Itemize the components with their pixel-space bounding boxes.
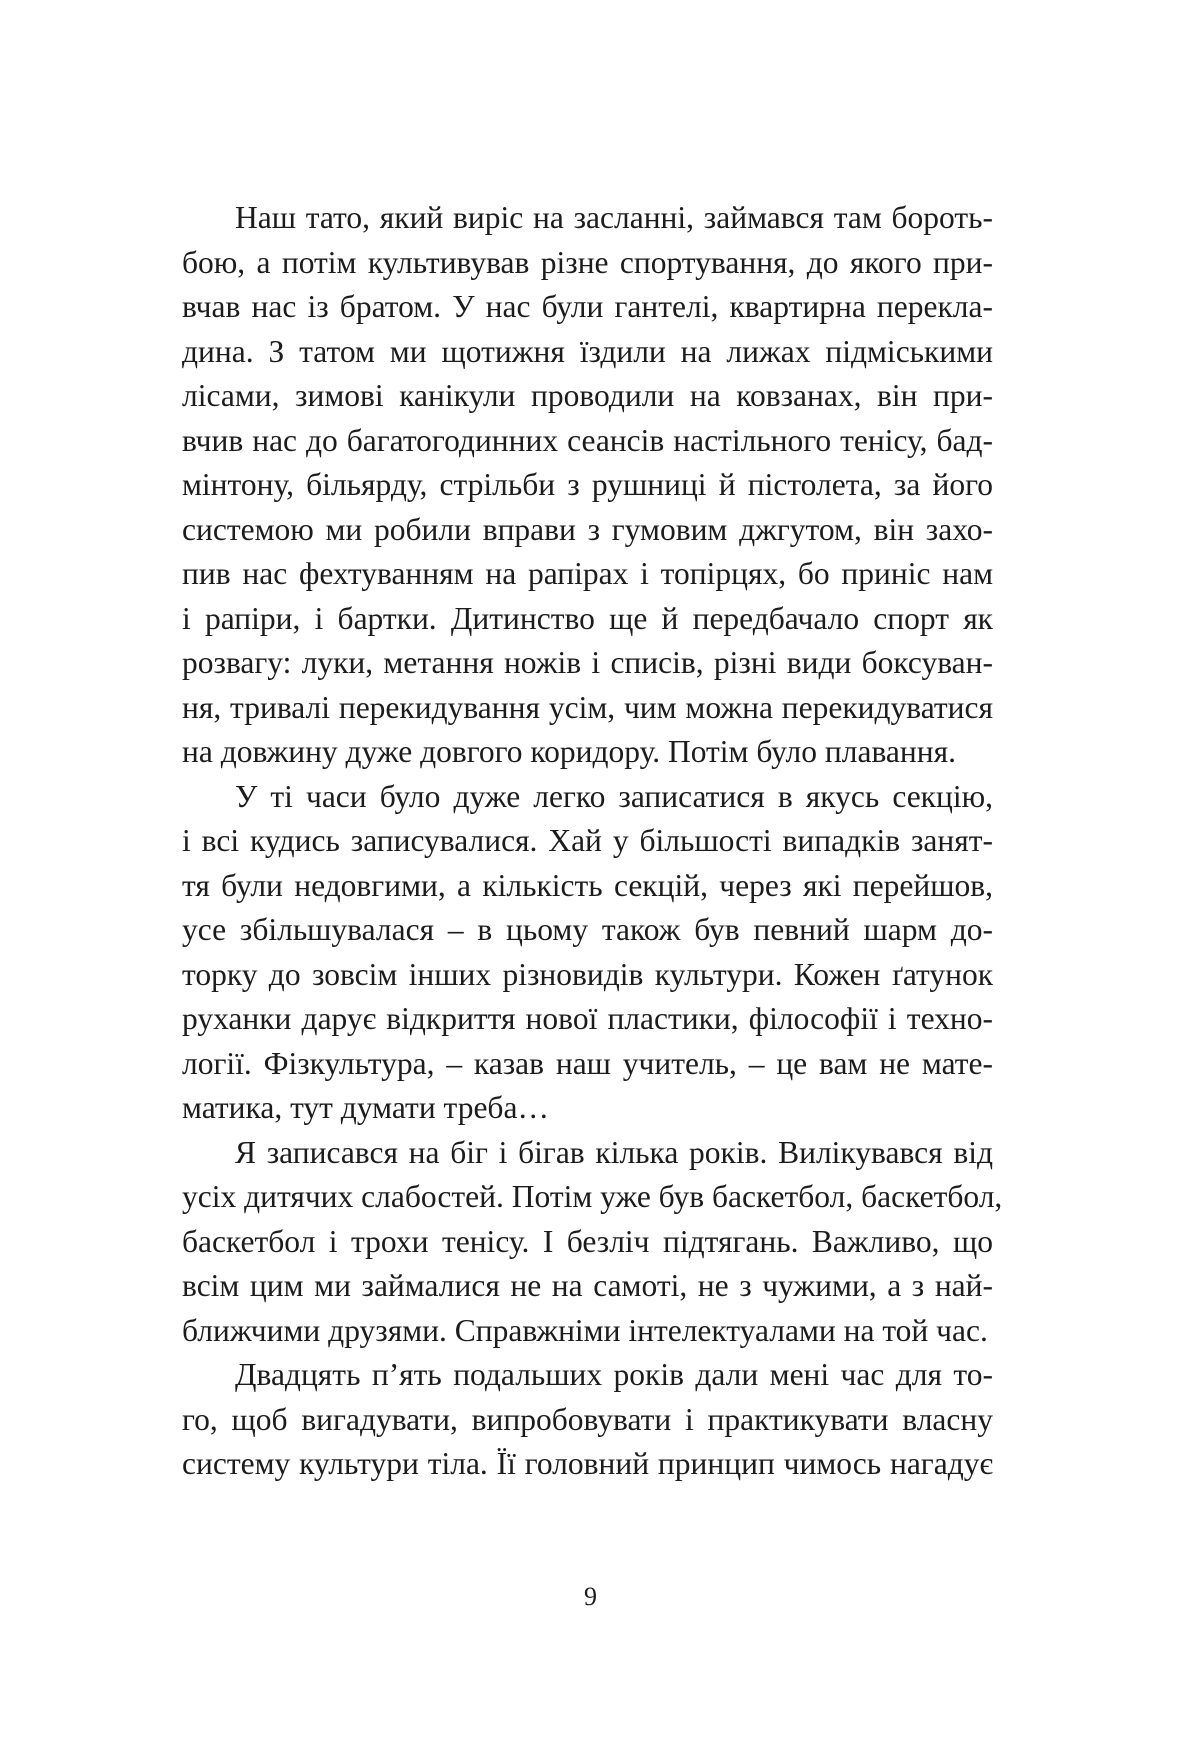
page-number: 9 <box>584 1582 597 1611</box>
text-line: і всі кудись записувалися. Хай у більшості випадків занят- <box>182 823 993 858</box>
text-line: Наш тато, який виріс на засланні, займався там бороть- <box>235 200 993 235</box>
text-line: ня, тривалі перекидування усім, чим можна перекидуватися <box>182 689 993 725</box>
text-line: лісами, зимові канікули проводили на ковзанах, він при- <box>182 378 993 413</box>
text-line: вчив нас до багатогодинних сеансів настільного тенісу, бад- <box>182 422 993 458</box>
text-line: ближчими друзями. Справжніми інтелектуалами на той час. <box>182 1312 988 1348</box>
text-line: Я записався на біг і бігав кілька років. Вилікувався від <box>235 1134 993 1170</box>
text-line: на довжину дуже довгого коридору. Потім було плавання. <box>182 734 956 769</box>
text-line: розвагу: луки, метання ножів і списів, різні види боксуван- <box>182 645 993 680</box>
text-line: пив нас фехтуванням на рапірах і топірцях, бо приніс нам <box>182 556 993 591</box>
text-line: системою ми робили вправи з гумовим джгутом, він захо- <box>182 511 993 547</box>
text-line: мінтону, більярду, стрільби з рушниці й пістолета, за його <box>182 467 993 502</box>
text-line: вчав нас із братом. У нас були гантелі, квартирна перекла- <box>182 289 993 324</box>
text-line: бою, а потім культивував різне спортування, до якого при- <box>182 244 993 280</box>
paragraph-1 <box>182 196 993 775</box>
text-line: Двадцять п’ять подальших років дали мені час для то- <box>235 1357 993 1392</box>
text-line: руханки дарує відкриття нової пластики, філософії і техно- <box>182 1001 993 1036</box>
text-line: усіх дитячих слабостей. Потім уже був баскетбол, баскетбол, <box>182 1179 1003 1214</box>
text-line: торку до зовсім інших різновидів культури. Кожен ґатунок <box>182 956 993 992</box>
text-line: баскетбол і трохи тенісу. І безліч підтягань. Важливо, що <box>182 1223 993 1259</box>
text-line: тя були недовгими, а кількість секцій, через які перейшов, <box>182 867 993 903</box>
paragraph-3 <box>182 1131 1003 1354</box>
text-line: го, щоб вигадувати, випробовувати і практикувати власну <box>182 1401 993 1437</box>
text-line: усе збільшувалася – в цьому також був певний шарм до- <box>182 912 993 947</box>
text-line: систему культури тіла. Її головний принцип чимось нагадує <box>182 1446 993 1481</box>
text-line: матика, тут думати треба… <box>182 1090 549 1125</box>
text-line: всім цим ми займалися не на самоті, не з чужими, а з най- <box>182 1268 993 1303</box>
text-line: У ті часи було дуже легко записатися в якусь секцію, <box>235 778 993 814</box>
paragraph-4 <box>182 1353 993 1487</box>
text-line: дина. З татом ми щотижня їздили на лижах підміськими <box>182 333 993 369</box>
body-text <box>182 196 1003 1487</box>
paragraph-2 <box>182 775 993 1131</box>
text-line: і рапіри, і бартки. Дитинство ще й передбачало спорт як <box>182 600 993 636</box>
text-line: логії. Фізкультура, – казав наш учитель, – це вам не мате- <box>182 1045 993 1081</box>
